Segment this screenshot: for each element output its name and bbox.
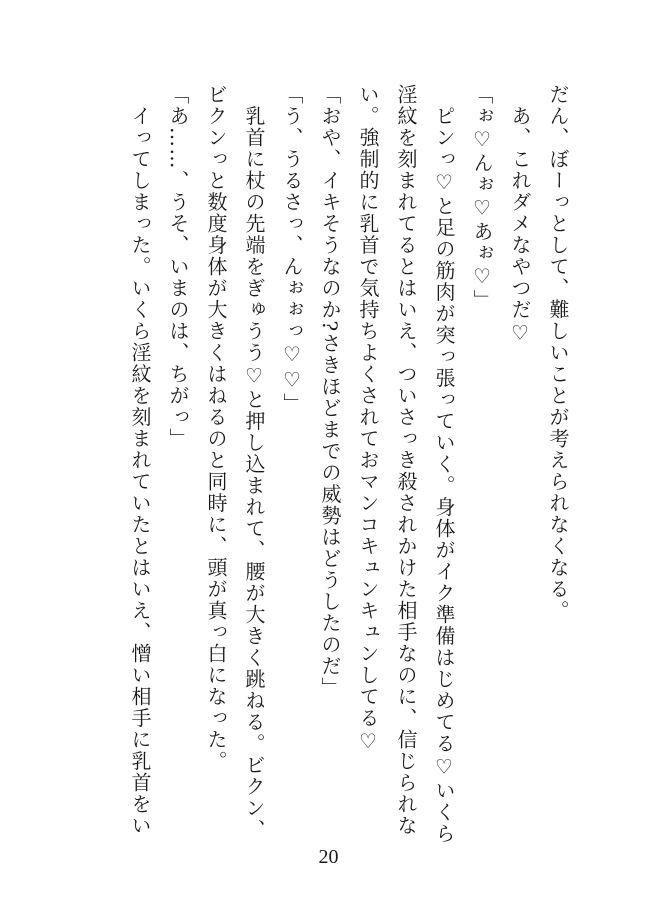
text-line-9: 乳首に杖の先端をぎゅうう♡と押し込まれて、腰が大きく跳ねる。ビクン、: [242, 84, 266, 841]
page-number: 20: [318, 846, 339, 868]
text-line-5: 淫紋を刻まれてるとはいえ、ついさっき殺されかけた相手なのに、信じられな: [394, 84, 418, 837]
text-line-6: い。強制的に乳首で気持ちよくされておマンコキュンキュンしてる♡: [356, 84, 380, 755]
text-line-4: ピンっ♡と足の筋肉が突っ張っていく。身体がイク準備はじめてる♡いくら: [432, 84, 456, 845]
text-line-3: 「ぉ♡んぉ♡あぉ♡」: [470, 84, 494, 311]
text-line-10: ビクンっと数度身体が大きくはねるのと同時に、頭が真っ白になった。: [204, 84, 228, 772]
vertical-text-body: [121, 84, 577, 845]
text-line-12: イってしまった。いくら淫紋を刻まれていたとはいえ、憎い相手に乳首をい: [128, 84, 152, 837]
text-line-11: 「あ……、うそ、いまのは、ちがっ」: [166, 84, 190, 450]
text-line-2: あ、これダメなやつだ♡: [508, 84, 532, 346]
text-line-1: だん、ぼーっとして、難しいことが考えられなくなる。: [546, 84, 570, 622]
text-line-7: 「おや、イキそうなのか?さきほどまでの威勢はどうしたのだ」: [318, 84, 342, 699]
text-line-8: 「う、うるさっ、んぉぉっ♡♡」: [280, 84, 304, 415]
